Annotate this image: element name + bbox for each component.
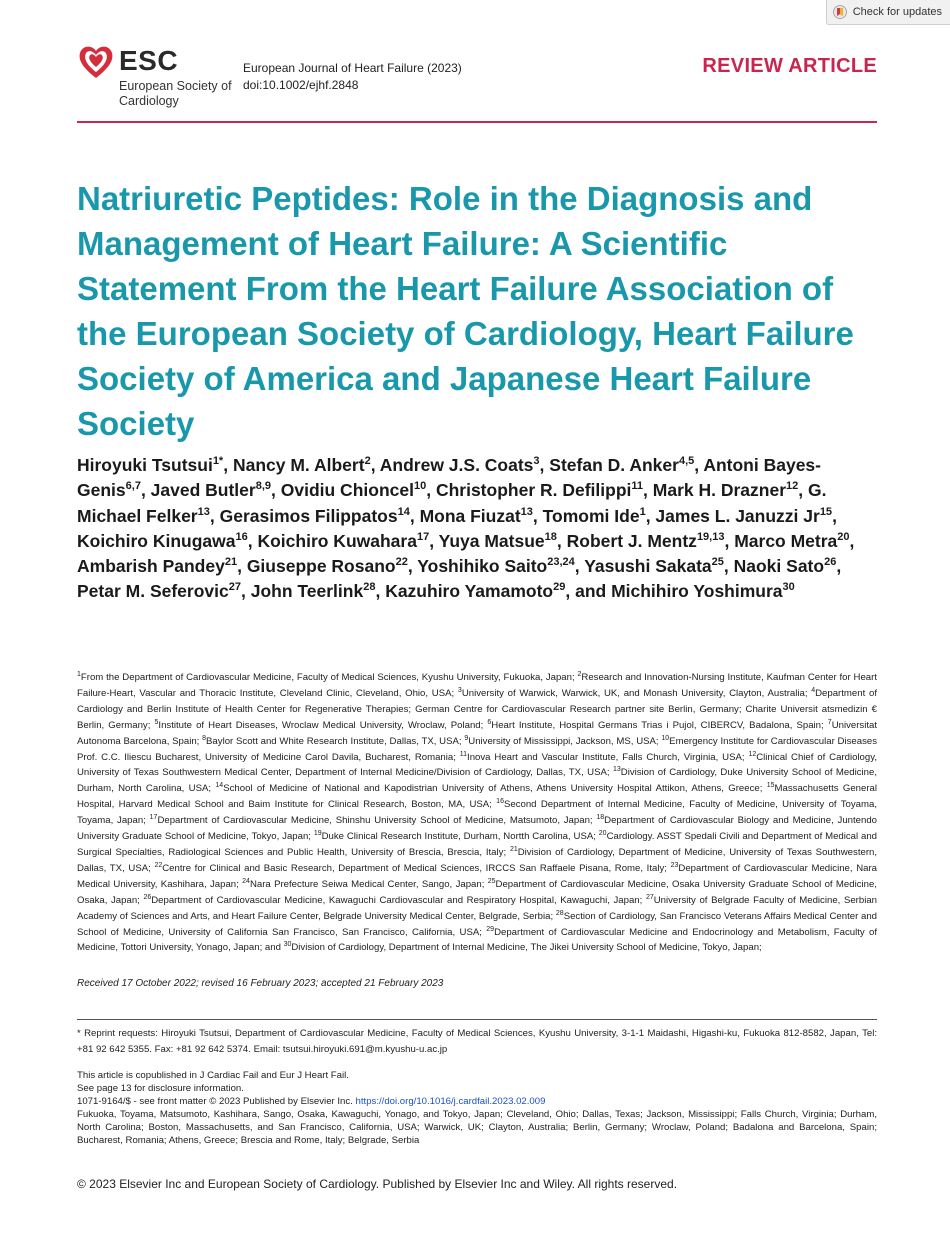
affiliation-number: 24 (242, 877, 250, 885)
author-affiliation-marker: 20 (837, 531, 850, 544)
reprint-requests: * Reprint requests: Hiroyuki Tsutsui, Department of Cardiovascular Medicine, Faculty of Medical Sciences, Kyushu University, 3-1-1 Maidashi, Higashi-ku, Fukuoka 812-8582, Japan, Tel: +81 92 642 5355. Fax: +81 92 642 5374. Email: tsutsui.hiroyuki.691@m.kyushu-u.ac.jp (77, 1028, 877, 1055)
author-affiliation-marker: 27 (228, 581, 241, 594)
author-list: Hiroyuki Tsutsui$^{1*}$, Nancy M. Albert$^2$, Andrew J.S. Coats$^3$, Stefan D. Anker$^{4,5}$, Antoni Bayes-Genis$^{6,7}$, Javed Butler$^{8,9}$, Ovidiu Chioncel$^{10}$, Christopher R. Defilippi$^{11}$, Mark H. Drazner$^{12}$, G. Michael Felker$^{13}$, Gerasimos Filippatos$^{14}$, Mona Fiuzat$^{13}$, Tomomi Ide$^1$, James L. Januzzi Jr$^{15}$, Koichiro Kinugawa$^{16}$, Koichiro Kuwahara$^{17}$, Yuya Matsue$^{18}$, Robert J. Mentz$^{19,13}$, Marco Metra$^{20}$, Ambarish Pandey$^{21}$, Giuseppe Rosano$^{22}$, Yoshihiko Saito$^{23,24}$, Yasushi Sakata$^{25}$, Naoki Sato$^{26}$, Petar M. Seferovic$^{27}$, John Teerlink$^{28}$, Kazuhiro Yamamoto$^{29}$, and Michihiro Yoshimura$^{30}$ (77, 455, 855, 602)
affiliation-text: Baylor Scott and White Research Institute, Dallas, TX, USA; (206, 735, 462, 747)
affiliation-text: Clinical Chief of Cardiology, University of Texas Southwestern Medical Center, Department of Internal Medicine/Division of Cardiology, Dallas, TX, USA; (77, 751, 877, 779)
affiliation-number: 21 (509, 845, 518, 853)
affiliation-text: From the Department of Cardiovascular Medicine, Faculty of Medical Sciences, Kyushu University, Fukuoka, Japan; (80, 672, 575, 683)
author-name: Javed Butler (150, 480, 256, 501)
affiliation-number: 30 (283, 941, 292, 949)
disclosure-note: See page 13 for disclosure information. (77, 1083, 244, 1094)
author-name: Andrew J.S. Coats (379, 455, 534, 475)
author-name: Mona Fiuzat (419, 505, 521, 526)
affiliation-text: Universitat Autonoma Barcelona, Spain; (77, 719, 878, 747)
author-affiliation-marker: 12 (786, 480, 799, 493)
affiliation-number: 6 (487, 718, 492, 726)
affiliation-number: 3 (457, 686, 462, 694)
author-affiliation-marker: 16 (235, 531, 248, 544)
author-affiliation-marker: 3 (533, 455, 540, 468)
affiliation-text: School of Medicine of National and Kapodistrian University of Athens, Athens University Hospital Attikon, Athens, Greece; (223, 783, 763, 795)
received-dates: Received 17 October 2022; revised 16 February 2023; accepted 21 February 2023 (77, 978, 444, 989)
author-affiliation-marker: 17 (416, 531, 430, 544)
author-name: Ambarish Pandey (77, 556, 225, 577)
affiliations (77, 670, 877, 956)
author-affiliation-marker: 22 (395, 556, 408, 569)
affiliation-text: Second Department of Internal Medicine, Faculty of Medicine, University of Toyama, Toyama, Japan; (77, 799, 877, 827)
affiliation-number: 22 (154, 861, 163, 869)
journal-doi: doi:10.1002/ejhf.2848 (243, 78, 359, 92)
header-divider (77, 121, 877, 123)
affiliation-text: Nara Prefecture Seiwa Medical Center, Sango, Japan; (249, 878, 485, 890)
author-name: Koichiro Kinugawa (77, 530, 236, 551)
affiliation-number: 1 (77, 670, 81, 678)
author-name: Yoshihiko Saito (417, 556, 548, 577)
affiliation-number: 20 (598, 829, 607, 837)
author-affiliation-marker: 15 (819, 505, 833, 518)
author-affiliation-marker: 6,7 (125, 480, 141, 493)
check-for-updates-button[interactable] (826, 0, 950, 25)
publication-notes (77, 1069, 877, 1147)
author-name: Yasushi Sakata (584, 556, 712, 577)
affiliation-number: 12 (748, 750, 757, 758)
affiliation-number: 7 (827, 718, 832, 726)
author-name: Kazuhiro Yamamoto (385, 581, 554, 602)
author-affiliation-marker: 1 (639, 505, 646, 518)
author-name: Gerasimos Filippatos (219, 505, 398, 526)
author-name: Koichiro Kuwahara (257, 530, 417, 551)
author-name: Christopher R. Defilippi (435, 480, 632, 501)
check-for-updates-label: Check for updates (852, 6, 942, 18)
affiliation-number: 23 (670, 861, 679, 869)
affiliation-number: 5 (154, 718, 159, 726)
affiliation-number: 13 (612, 766, 621, 774)
issn-line (77, 1095, 877, 1108)
affiliation-number: 19 (313, 829, 322, 837)
author-name: Petar M. Seferovic (77, 581, 229, 602)
author-affiliation-marker: 11 (631, 480, 644, 493)
affiliation-number: 17 (149, 813, 158, 821)
esc-logo-abbr: ESC (119, 45, 179, 76)
author-name: John Teerlink (250, 581, 364, 602)
affiliation-text: Department of Cardiovascular Biology and Medicine, Juntendo University Graduate School of Medicine, Tokyo, Japan; (77, 815, 877, 843)
author-affiliation-marker: 13 (197, 505, 210, 518)
affiliation-number: 14 (215, 782, 224, 790)
author-name: Michihiro Yoshimura (611, 581, 783, 602)
author-affiliation-marker: 19,13 (696, 531, 725, 544)
affiliation-text: Cardiology. ASST Spedali Civili and Department of Medical and Surgical Specialties, Radiological Sciences and Public Health, University of Brescia, Brescia, Italy; (77, 831, 877, 858)
author-affiliation-marker: 28 (363, 581, 376, 594)
affiliation-text: University of Belgrade Faculty of Medicine, Serbian Academy of Sciences and Arts, and Heart Failure Center, Belgrade University Medical Center, Belgrade, Serbia; (77, 894, 878, 922)
affiliation-number: 9 (464, 734, 469, 742)
author-affiliation-marker: 30 (782, 581, 795, 594)
affiliation-text: Heart Institute, Hospital Germans Trias i Pujol, CIBERCV, Badalona, Spain; (491, 719, 824, 731)
cities-list: Fukuoka, Toyama, Matsumoto, Kashihara, Sango, Osaka, Kawaguchi, Yonago, and Tokyo, Japan; Cleveland, Ohio; Dallas, Texas; Jackson, Mississippi; Falls Church, Virginia; Durham, North Carolina; Boston, Massachusetts, and San Francisco, California, USA; Warwick, UK; Clayton, Australia; Berlin, Germany; Wroclaw, Poland; Badalona and Barcelona, Spain; Bucharest, Romania; Athens, Greece; Brescia and Rome, Italy; Belgrade, Serbia (77, 1109, 877, 1146)
affiliation-number: 15 (766, 782, 775, 790)
author-affiliation-marker: 2 (364, 455, 371, 468)
article-type-label: REVIEW ARTICLE (702, 55, 877, 77)
affiliation-text: Department of Cardiovascular Medicine, Osaka University Graduate School of Medicine, Osaka, Japan; (77, 878, 877, 906)
author-name: Yuya Matsue (438, 530, 545, 551)
author-affiliation-marker: 18 (544, 531, 557, 544)
affiliation-text: Department of Cardiovascular Medicine, Shinshu University School of Medicine, Matsumoto, Japan; (157, 815, 593, 827)
esc-heart-icon (77, 43, 115, 81)
author-name: Giuseppe Rosano (246, 556, 396, 577)
author-name: Tomomi Ide (542, 505, 640, 526)
affiliation-number: 16 (496, 798, 504, 806)
copublished-note: This article is copublished in J Cardiac Fail and Eur J Heart Fail. (77, 1070, 349, 1081)
author-name: Marco Metra (734, 530, 838, 551)
author-name: G. Michael Felker (77, 480, 827, 526)
affiliation-text: Division of Cardiology, Duke University School of Medicine, Durham, North Carolina, USA; (77, 767, 877, 795)
author-name: Hiroyuki Tsutsui (77, 455, 213, 475)
doi-link[interactable]: https://doi.org/10.1016/j.cardfail.2023.02.009 (355, 1096, 546, 1107)
affiliation-text: University of Warwick, Warwick, UK, and Monash University, Clayton, Australia; (461, 687, 808, 699)
affiliation-text: Research and Innovation-Nursing Institute, Kaufman Center for Heart Failure-Heart, Vascular and Thoracic Institute, Cleveland Clinic, Cleveland, Ohio, USA; (77, 672, 877, 699)
esc-logo-subtitle: European Society of Cardiology (119, 79, 232, 108)
author-affiliation-marker: 21 (224, 556, 238, 569)
author-affiliation-marker: 1* (212, 455, 224, 468)
affiliation-number: 4 (811, 686, 816, 694)
affiliation-text: Massachusetts General Hospital, Harvard Medical School and Baim Institute for Clinical Research, Boston, MA, USA; (77, 783, 878, 811)
author-name: Naoki Sato (733, 556, 825, 577)
affiliation-number: 25 (487, 877, 496, 885)
affiliation-number: 2 (577, 670, 582, 678)
affiliation-text: University of Mississippi, Jackson, MS, USA; (468, 735, 659, 747)
author-affiliation-marker: 14 (397, 505, 410, 518)
author-name: Nancy M. Albert (232, 455, 365, 475)
affiliation-number: 26 (143, 893, 152, 901)
affiliation-number: 29 (486, 925, 495, 933)
affiliation-text: Duke Clinical Research Institute, Durham, Nortth Carolina, USA; (321, 831, 596, 843)
author-affiliation-marker: 13 (520, 505, 533, 518)
author-name: Antoni Bayes-Genis (77, 455, 821, 501)
affiliation-number: 18 (596, 813, 605, 821)
author-affiliation-marker: 4,5 (678, 455, 695, 468)
author-name: Stefan D. Anker (549, 455, 679, 475)
author-affiliation-marker: 8,9 (255, 480, 272, 493)
affiliation-number: 10 (661, 734, 670, 742)
affiliation-number: 8 (202, 734, 207, 742)
affiliation-text: Centre for Clinical and Basic Research, Department of Medical Sciences, IRCCS San Raffaele Pisana, Rome, Italy; (162, 862, 667, 874)
crossmark-icon (833, 5, 847, 19)
journal-name: European Journal of Heart Failure (2023) (243, 61, 462, 75)
author-affiliation-marker: 10 (413, 480, 427, 493)
affiliation-number: 27 (645, 893, 654, 901)
author-affiliation-marker: 25 (711, 556, 724, 569)
affiliation-number: 28 (555, 909, 564, 917)
issn-text: 1071-9164/$ - see front matter © 2023 Published by Elsevier Inc. (77, 1096, 353, 1107)
affiliation-text: Department of Cardiology and Berlin Institute of Health Center for Regenerative Therapies; German Centre for Cardiovascular Research partner site Berlin, Germany; Charite Universit atsmedizin € Berlin, Germany; (77, 687, 877, 731)
affiliation-text: Department of Cardiovascular Medicine, Nara Medical University, Kashihara, Japan; (77, 862, 877, 890)
affiliation-number: 11 (459, 750, 468, 758)
author-name: James L. Januzzi Jr (655, 505, 820, 526)
author-name: Mark H. Drazner (652, 480, 787, 501)
affiliation-text: Department of Cardiovascular Medicine, Kawaguchi Cardiovascular and Respiratory Hospital, Kawaguchi, Japan; (151, 894, 643, 906)
affiliation-text: Institute of Heart Diseases, Wroclaw Medical University, Wroclaw, Poland; (158, 719, 484, 731)
copyright-line: © 2023 Elsevier Inc and European Society of Cardiology. Published by Elsevier Inc and Wiley. All rights reserved. (77, 1177, 678, 1191)
author-name: Ovidiu Chioncel (280, 480, 414, 501)
affiliation-text: Division of Cardiology, Department of Internal Medicine, The Jikei University School of Medicine, Tokyo, Japan; (291, 942, 762, 954)
author-affiliation-marker: 29 (553, 581, 566, 594)
affiliation-text: Section of Cardiology, San Francisco Veterans Affairs Medical Center and School of Medicine, University of California San Francisco, San Francisco, California, USA; (77, 910, 878, 938)
journal-info (243, 60, 462, 94)
author-affiliation-marker: 23,24 (547, 556, 575, 569)
article-title: Natriuretic Peptides: Role in the Diagnosis and Management of Heart Failure: A Scientific Statement From the Heart Failure Association of the European Society of Cardiology, Heart Failure Society of America and Japanese Heart Failure Society (77, 180, 854, 442)
affiliation-text: Division of Cardiology, Department of Medicine, University of Texas Southwestern, Dallas, TX, USA; (77, 846, 878, 874)
author-affiliation-marker: 26 (824, 556, 837, 569)
affiliation-text: Inova Heart and Vascular Institute, Falls Church, Virginia, USA; (467, 751, 745, 763)
author-name: Robert J. Mentz (566, 530, 697, 551)
esc-logo (77, 43, 232, 113)
affiliation-text: Emergency Institute for Cardiovascular Diseases Prof. C.C. Iliescu Bucharest, University of Medicine Carol Davila, Bucharest, Romania; (77, 735, 878, 763)
footnote-divider (77, 1019, 877, 1020)
affiliation-text: Department of Cardiovascular Medicine and Endocrinology and Metabolism, Faculty of Medicine, Tottori University, Yonago, Japan; and (77, 926, 878, 954)
